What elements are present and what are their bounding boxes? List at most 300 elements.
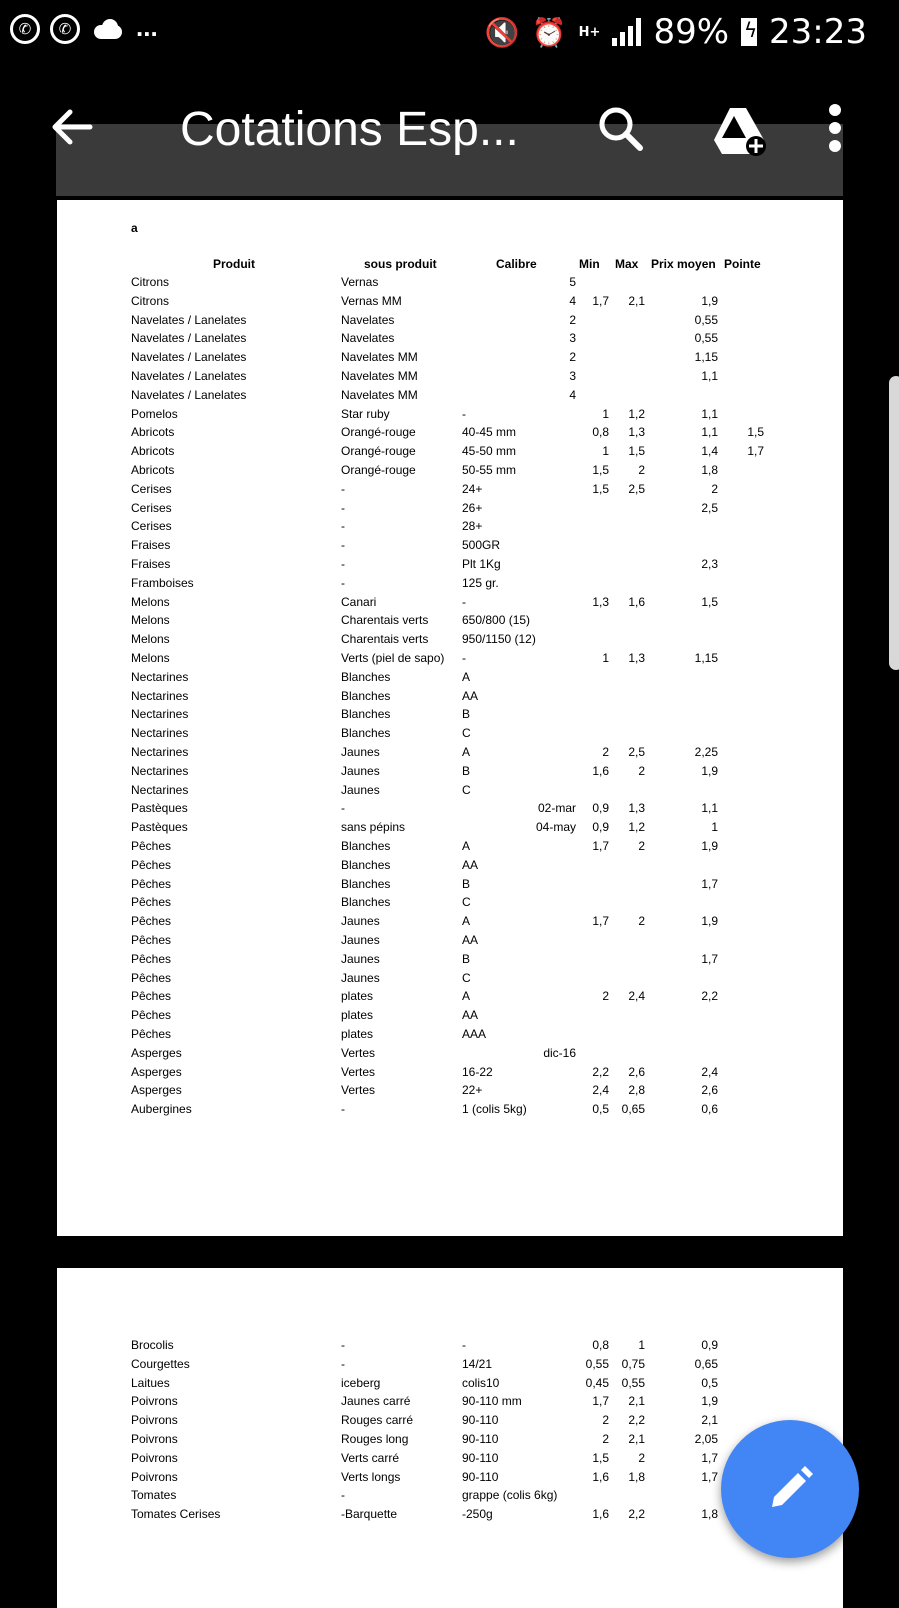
table-row (57, 1432, 843, 1451)
header-produit: Produit (213, 257, 255, 271)
cell-sous-produit: Blanches (341, 669, 391, 684)
cell-produit: Melons (131, 594, 170, 609)
cell-produit: Tomates (131, 1488, 177, 1503)
status-right-icons (485, 12, 867, 52)
cell-produit: Poivrons (131, 1469, 178, 1484)
cell-calibre: 1 (colis 5kg) (462, 1102, 527, 1117)
table-row (57, 388, 843, 407)
cell-sous-produit: - (341, 538, 345, 553)
cell-min: 2,2 (592, 1064, 609, 1079)
cell-produit: Navelates / Lanelates (131, 387, 247, 402)
cell-produit: Navelates / Lanelates (131, 369, 247, 383)
cell-prix-moyen: 1,8 (701, 463, 718, 477)
cell-max: 2,1 (628, 1394, 645, 1409)
cell-prix-moyen: 1,9 (701, 914, 718, 929)
document-page-2 (57, 1268, 843, 1608)
cell-max: 0,55 (621, 1375, 645, 1390)
cell-produit: Nectarines (131, 782, 189, 797)
cell-produit: Pêches (131, 895, 172, 910)
cell-prix-moyen: 2,3 (701, 557, 718, 571)
cell-sous-produit: Verts (piel de sapo) (341, 651, 445, 665)
cell-prix-moyen: 1,9 (701, 1394, 718, 1409)
cell-min: 0,9 (592, 820, 609, 835)
cell-max: 2,1 (628, 1432, 645, 1446)
table-row (57, 971, 843, 990)
cell-sous-produit: Navelates MM (341, 369, 418, 383)
cell-produit: Navelates / Lanelates (131, 312, 247, 327)
cell-calibre-right: 4 (569, 387, 576, 402)
cell-calibre: AA (462, 857, 479, 872)
cell-sous-produit: Jaunes (341, 745, 380, 759)
cell-prix-moyen: 1,7 (701, 951, 718, 966)
cell-max: 2,6 (628, 1064, 645, 1079)
cell-produit: Poivrons (131, 1432, 178, 1446)
cell-produit: Poivrons (131, 1413, 178, 1428)
cell-sous-produit: Orangé-rouge (341, 444, 416, 459)
document-title: Cotations Esp... (180, 103, 519, 156)
cell-min: 2,4 (592, 1083, 609, 1098)
cell-min: 1,6 (592, 1507, 609, 1522)
header-max: Max (615, 257, 639, 271)
cell-produit: Navelates / Lanelates (131, 350, 247, 365)
cell-produit: Melons (131, 651, 170, 665)
cell-prix-moyen: 1,1 (701, 425, 718, 440)
cell-sous-produit: Vernas (341, 275, 379, 289)
cell-pointe: 1,5 (747, 425, 764, 440)
battery-charging-icon (741, 18, 757, 46)
table-row (57, 651, 843, 670)
table-row (57, 1046, 843, 1065)
cell-sous-produit: Vertes (341, 1045, 376, 1060)
battery-percent: 89% (653, 12, 730, 52)
cell-max: 1,3 (628, 651, 645, 665)
cell-max: 2 (638, 763, 645, 778)
table-row (57, 1083, 843, 1102)
cell-calibre: 16-22 (462, 1064, 493, 1079)
cell-sous-produit: Vernas MM (341, 293, 402, 308)
cell-min: 1 (602, 444, 609, 459)
status-bar (0, 0, 899, 64)
cell-min: 0,8 (592, 1338, 609, 1352)
cell-calibre: grappe (colis 6kg) (462, 1488, 558, 1503)
cell-min: 0,45 (585, 1375, 609, 1390)
cell-calibre: 45-50 mm (462, 444, 517, 459)
table-row (57, 745, 843, 764)
cell-calibre: - (462, 1338, 466, 1352)
cell-calibre: -250g (462, 1507, 493, 1522)
table-header (57, 257, 843, 276)
table-row (57, 989, 843, 1008)
cell-sous-produit: - (341, 1338, 345, 1352)
cell-prix-moyen: 0,55 (694, 331, 718, 346)
cell-produit: Nectarines (131, 745, 189, 759)
cell-calibre: - (462, 651, 466, 665)
cell-max: 2,2 (628, 1507, 645, 1522)
cell-max: 2,4 (628, 989, 645, 1004)
table-row (57, 482, 843, 501)
phone-call-icon: ✆ (50, 14, 80, 44)
cell-calibre-right: 2 (569, 312, 576, 327)
vibrate-mute-icon: 🔇 (484, 15, 520, 49)
scrollbar-handle[interactable] (889, 376, 899, 670)
cell-min: 1,6 (592, 763, 609, 778)
cell-calibre-right: 2 (569, 350, 576, 365)
cell-produit: Pêches (131, 1008, 172, 1023)
cell-calibre: - (462, 594, 466, 609)
cell-min: 1 (602, 406, 609, 421)
clock: 23:23 (769, 12, 867, 52)
cell-sous-produit: Vertes (341, 1083, 376, 1098)
cell-produit: Brocolis (131, 1338, 174, 1352)
cell-prix-moyen: 2,05 (694, 1432, 718, 1446)
cell-calibre: C (462, 726, 471, 741)
cell-max: 1,6 (628, 594, 645, 609)
cell-prix-moyen: 2,6 (701, 1083, 718, 1098)
cell-max: 2,5 (628, 481, 645, 496)
cell-calibre: C (462, 782, 471, 797)
cell-calibre: - (462, 406, 466, 421)
table-row (57, 895, 843, 914)
table-row (57, 707, 843, 726)
cell-produit: Pêches (131, 989, 172, 1004)
cell-calibre: 90-110 (462, 1432, 499, 1446)
cell-sous-produit: Verts carré (341, 1450, 400, 1465)
notification-overflow: ... (136, 11, 158, 42)
cell-sous-produit: Jaunes (341, 914, 380, 929)
cell-sous-produit: Jaunes (341, 933, 380, 947)
cell-calibre-right: 02-mar (537, 801, 576, 816)
cell-sous-produit: plates (341, 1008, 374, 1023)
table-row (57, 839, 843, 858)
cell-calibre: 40-45 mm (462, 425, 517, 440)
table-row (57, 501, 843, 520)
cell-calibre-right: 3 (569, 331, 576, 346)
cell-min: 2 (602, 989, 609, 1004)
table-row (57, 726, 843, 745)
cell-max: 0,65 (621, 1102, 645, 1117)
cell-min: 2 (602, 745, 609, 759)
cell-min: 2 (602, 1413, 609, 1428)
cell-min: 1 (602, 651, 609, 665)
edit-fab-button[interactable] (721, 1420, 859, 1558)
cell-prix-moyen: 0,6 (701, 1102, 718, 1117)
cell-prix-moyen: 1,8 (701, 1507, 718, 1522)
cell-calibre: B (462, 876, 471, 891)
page-letter: a (131, 221, 138, 235)
cell-produit: Citrons (131, 293, 170, 308)
cell-pointe: 1,7 (747, 444, 764, 459)
table-row (57, 820, 843, 839)
cell-produit: Asperges (131, 1083, 182, 1098)
cell-prix-moyen: 1,5 (701, 594, 718, 609)
cell-sous-produit: - (341, 557, 345, 571)
cell-calibre: 14/21 (462, 1356, 493, 1371)
cell-produit: Pêches (131, 839, 172, 853)
cell-max: 1,5 (628, 444, 645, 459)
cell-produit: Pastèques (131, 820, 188, 835)
table-row (57, 538, 843, 557)
cell-prix-moyen: 1,7 (701, 876, 718, 891)
cell-produit: Melons (131, 632, 170, 647)
table-row (57, 1394, 843, 1413)
table-row (57, 877, 843, 896)
cell-produit: Fraises (131, 557, 171, 571)
cell-calibre: 90-110 (462, 1450, 499, 1465)
cell-sous-produit: Canari (341, 594, 377, 609)
document-page-1 (57, 200, 843, 1236)
cell-calibre: 90-110 (462, 1469, 499, 1484)
cell-calibre: A (462, 745, 471, 759)
cell-produit: Nectarines (131, 707, 189, 722)
cell-calibre: 26+ (462, 500, 483, 515)
signal-icon (612, 18, 641, 46)
cell-min: 1,6 (592, 1469, 609, 1484)
cell-sous-produit: - (341, 519, 345, 534)
cell-produit: Asperges (131, 1045, 182, 1060)
cell-max: 1,3 (628, 425, 645, 440)
cell-calibre: 28+ (462, 519, 483, 534)
cell-sous-produit: Verts longs (341, 1469, 401, 1484)
cell-sous-produit: Blanches (341, 688, 391, 703)
cell-calibre: AA (462, 688, 479, 703)
table-row (57, 689, 843, 708)
cell-produit: Poivrons (131, 1450, 178, 1465)
cell-max: 1,3 (628, 801, 645, 816)
cell-produit: Abricots (131, 463, 175, 477)
cell-sous-produit: Jaunes (341, 763, 380, 778)
cell-sous-produit: Blanches (341, 857, 391, 872)
cell-sous-produit: Rouges long (341, 1432, 409, 1446)
search-icon[interactable] (596, 104, 646, 154)
cell-sous-produit: - (341, 500, 345, 515)
cell-prix-moyen: 2,4 (701, 1064, 718, 1079)
table-row (57, 914, 843, 933)
cell-calibre: AAA (462, 1027, 487, 1041)
cell-produit: Abricots (131, 425, 175, 440)
cell-min: 1,5 (592, 463, 609, 477)
cell-sous-produit: Blanches (341, 876, 391, 891)
table-row (57, 632, 843, 651)
cell-prix-moyen: 0,55 (694, 312, 718, 327)
cell-sous-produit: iceberg (341, 1375, 381, 1390)
cell-produit: Pêches (131, 951, 172, 966)
drive-add-icon[interactable] (710, 104, 768, 158)
cell-sous-produit: sans pépins (341, 820, 406, 835)
cell-max: 2 (638, 914, 645, 929)
cell-produit: Courgettes (131, 1356, 190, 1371)
cell-calibre: 24+ (462, 481, 483, 496)
cell-min: 2 (602, 1432, 609, 1446)
cell-prix-moyen: 2,25 (694, 745, 718, 759)
table-row (57, 407, 843, 426)
cell-max: 2,2 (628, 1413, 645, 1428)
cell-min: 0,8 (592, 425, 609, 440)
cell-sous-produit: Navelates MM (341, 387, 418, 402)
cell-max: 1,2 (628, 820, 645, 835)
table-row (57, 557, 843, 576)
cell-sous-produit: - (341, 481, 345, 496)
cell-calibre: A (462, 669, 471, 684)
table-row (57, 275, 843, 294)
cell-produit: Nectarines (131, 763, 189, 778)
cell-calibre-right: 3 (569, 369, 576, 383)
cell-calibre: 125 gr. (462, 575, 499, 590)
cell-produit: Cerises (131, 519, 172, 534)
cell-produit: Pêches (131, 857, 172, 872)
cell-prix-moyen: 2,5 (701, 500, 718, 515)
cell-calibre: B (462, 951, 471, 966)
cell-prix-moyen: 2,1 (701, 1413, 718, 1428)
cell-produit: Pêches (131, 970, 172, 985)
cell-calibre: 500GR (462, 538, 501, 553)
cell-calibre: colis10 (462, 1375, 500, 1390)
cell-calibre: B (462, 707, 471, 722)
cell-max: 2,5 (628, 745, 645, 759)
cell-prix-moyen: 2,2 (701, 989, 718, 1004)
cell-min: 0,55 (585, 1356, 609, 1371)
cell-sous-produit: Charentais verts (341, 613, 429, 628)
cell-prix-moyen: 0,65 (694, 1356, 718, 1371)
cell-produit: Laitues (131, 1375, 170, 1390)
table-row (57, 1027, 843, 1046)
cell-prix-moyen: 1,1 (701, 801, 718, 816)
header-prix-moyen: Prix moyen (651, 257, 716, 271)
cell-produit: Cerises (131, 481, 172, 496)
cell-prix-moyen: 2 (711, 481, 718, 496)
table-row (57, 801, 843, 820)
cell-max: 1,2 (628, 406, 645, 421)
table-row (57, 783, 843, 802)
header-pointe: Pointe (724, 257, 761, 271)
cell-calibre: 90-110 (462, 1413, 499, 1428)
table-row (57, 350, 843, 369)
cell-produit: Poivrons (131, 1394, 178, 1409)
cell-sous-produit: Blanches (341, 839, 391, 853)
table-row (57, 1376, 843, 1395)
cell-prix-moyen: 1,1 (701, 406, 718, 421)
cell-produit: Fraises (131, 538, 171, 553)
back-arrow-icon[interactable] (46, 102, 96, 152)
cell-produit: Aubergines (131, 1102, 192, 1117)
table-row (57, 519, 843, 538)
cell-max: 2,1 (628, 293, 645, 308)
cell-calibre: 650/800 (15) (462, 613, 531, 628)
edit-pencil-icon (764, 1463, 816, 1515)
table-row (57, 1413, 843, 1432)
cell-sous-produit: plates (341, 989, 374, 1004)
cell-sous-produit: Blanches (341, 895, 391, 910)
cell-produit: Pêches (131, 914, 172, 929)
network-type: H+ (578, 24, 601, 40)
cell-produit: Abricots (131, 444, 175, 459)
cell-calibre: B (462, 763, 471, 778)
cell-sous-produit: Navelates MM (341, 350, 418, 365)
cell-produit: Pêches (131, 1027, 172, 1041)
cell-min: 1,5 (592, 481, 609, 496)
cell-prix-moyen: 1,9 (701, 839, 718, 853)
table-row (57, 952, 843, 971)
cell-min: 1,7 (592, 1394, 609, 1409)
cell-sous-produit: - (341, 1356, 345, 1371)
cell-sous-produit: Orangé-rouge (341, 425, 416, 440)
cell-calibre: 22+ (462, 1083, 483, 1098)
cell-calibre: A (462, 989, 471, 1004)
header-sous-produit: sous produit (364, 257, 437, 271)
cell-min: 1,3 (592, 594, 609, 609)
table-row (57, 294, 843, 313)
table-row (57, 1065, 843, 1084)
cell-prix-moyen: 1,4 (701, 444, 718, 459)
cell-max: 1,8 (628, 1469, 645, 1484)
cell-produit: Asperges (131, 1064, 182, 1079)
cell-produit: Citrons (131, 275, 170, 289)
table-row (57, 444, 843, 463)
cell-prix-moyen: 1 (711, 820, 718, 835)
header-min: Min (579, 257, 600, 271)
header-calibre: Calibre (496, 257, 537, 271)
cell-prix-moyen: 1,15 (694, 350, 718, 365)
cell-prix-moyen: 1,7 (701, 1450, 718, 1465)
cell-max: 2 (638, 463, 645, 477)
cell-calibre: AA (462, 933, 479, 947)
cell-prix-moyen: 1,9 (701, 293, 718, 308)
table-row (57, 670, 843, 689)
cell-sous-produit: Star ruby (341, 406, 390, 421)
table-row (57, 313, 843, 332)
cell-produit: Pastèques (131, 801, 188, 816)
table-row (57, 331, 843, 350)
cell-sous-produit: Vertes (341, 1064, 376, 1079)
cell-calibre: AA (462, 1008, 479, 1023)
cell-produit: Cerises (131, 500, 172, 515)
cell-min: 1,5 (592, 1450, 609, 1465)
cell-calibre: Plt 1Kg (462, 557, 501, 571)
status-left-icons (10, 11, 158, 44)
cell-calibre-right: dic-16 (543, 1045, 576, 1060)
table-row (57, 1338, 843, 1357)
cell-sous-produit: Jaunes (341, 782, 380, 797)
cell-produit: Tomates Cerises (131, 1507, 221, 1522)
cell-sous-produit: - (341, 575, 345, 590)
cell-sous-produit: - (341, 1102, 345, 1117)
cell-prix-moyen: 1,1 (701, 369, 718, 383)
cell-min: 0,9 (592, 801, 609, 816)
cell-sous-produit: Jaunes carré (341, 1394, 411, 1409)
cell-max: 2 (638, 1450, 645, 1465)
cell-prix-moyen: 1,9 (701, 763, 718, 778)
cell-sous-produit: Blanches (341, 707, 391, 722)
table-row (57, 1357, 843, 1376)
table-row (57, 463, 843, 482)
alarm-icon: ⏰ (531, 15, 567, 49)
cell-produit: Pêches (131, 876, 172, 891)
cell-sous-produit: Orangé-rouge (341, 463, 416, 477)
whatsapp-icon: ✆ (10, 14, 40, 44)
cell-sous-produit: Blanches (341, 726, 391, 741)
cloud-icon (90, 17, 126, 41)
cell-min: 0,5 (592, 1102, 609, 1117)
cell-calibre: 950/1150 (12) (462, 632, 536, 647)
cell-prix-moyen: 1,7 (701, 1469, 718, 1484)
cell-calibre: C (462, 970, 471, 985)
more-vert-icon[interactable] (828, 104, 842, 152)
cell-min: 1,7 (592, 914, 609, 929)
cell-sous-produit: -Barquette (341, 1507, 398, 1522)
cell-prix-moyen: 0,9 (701, 1338, 718, 1352)
table-row (57, 576, 843, 595)
table-row (57, 1102, 843, 1121)
cell-calibre-right: 5 (569, 275, 576, 289)
